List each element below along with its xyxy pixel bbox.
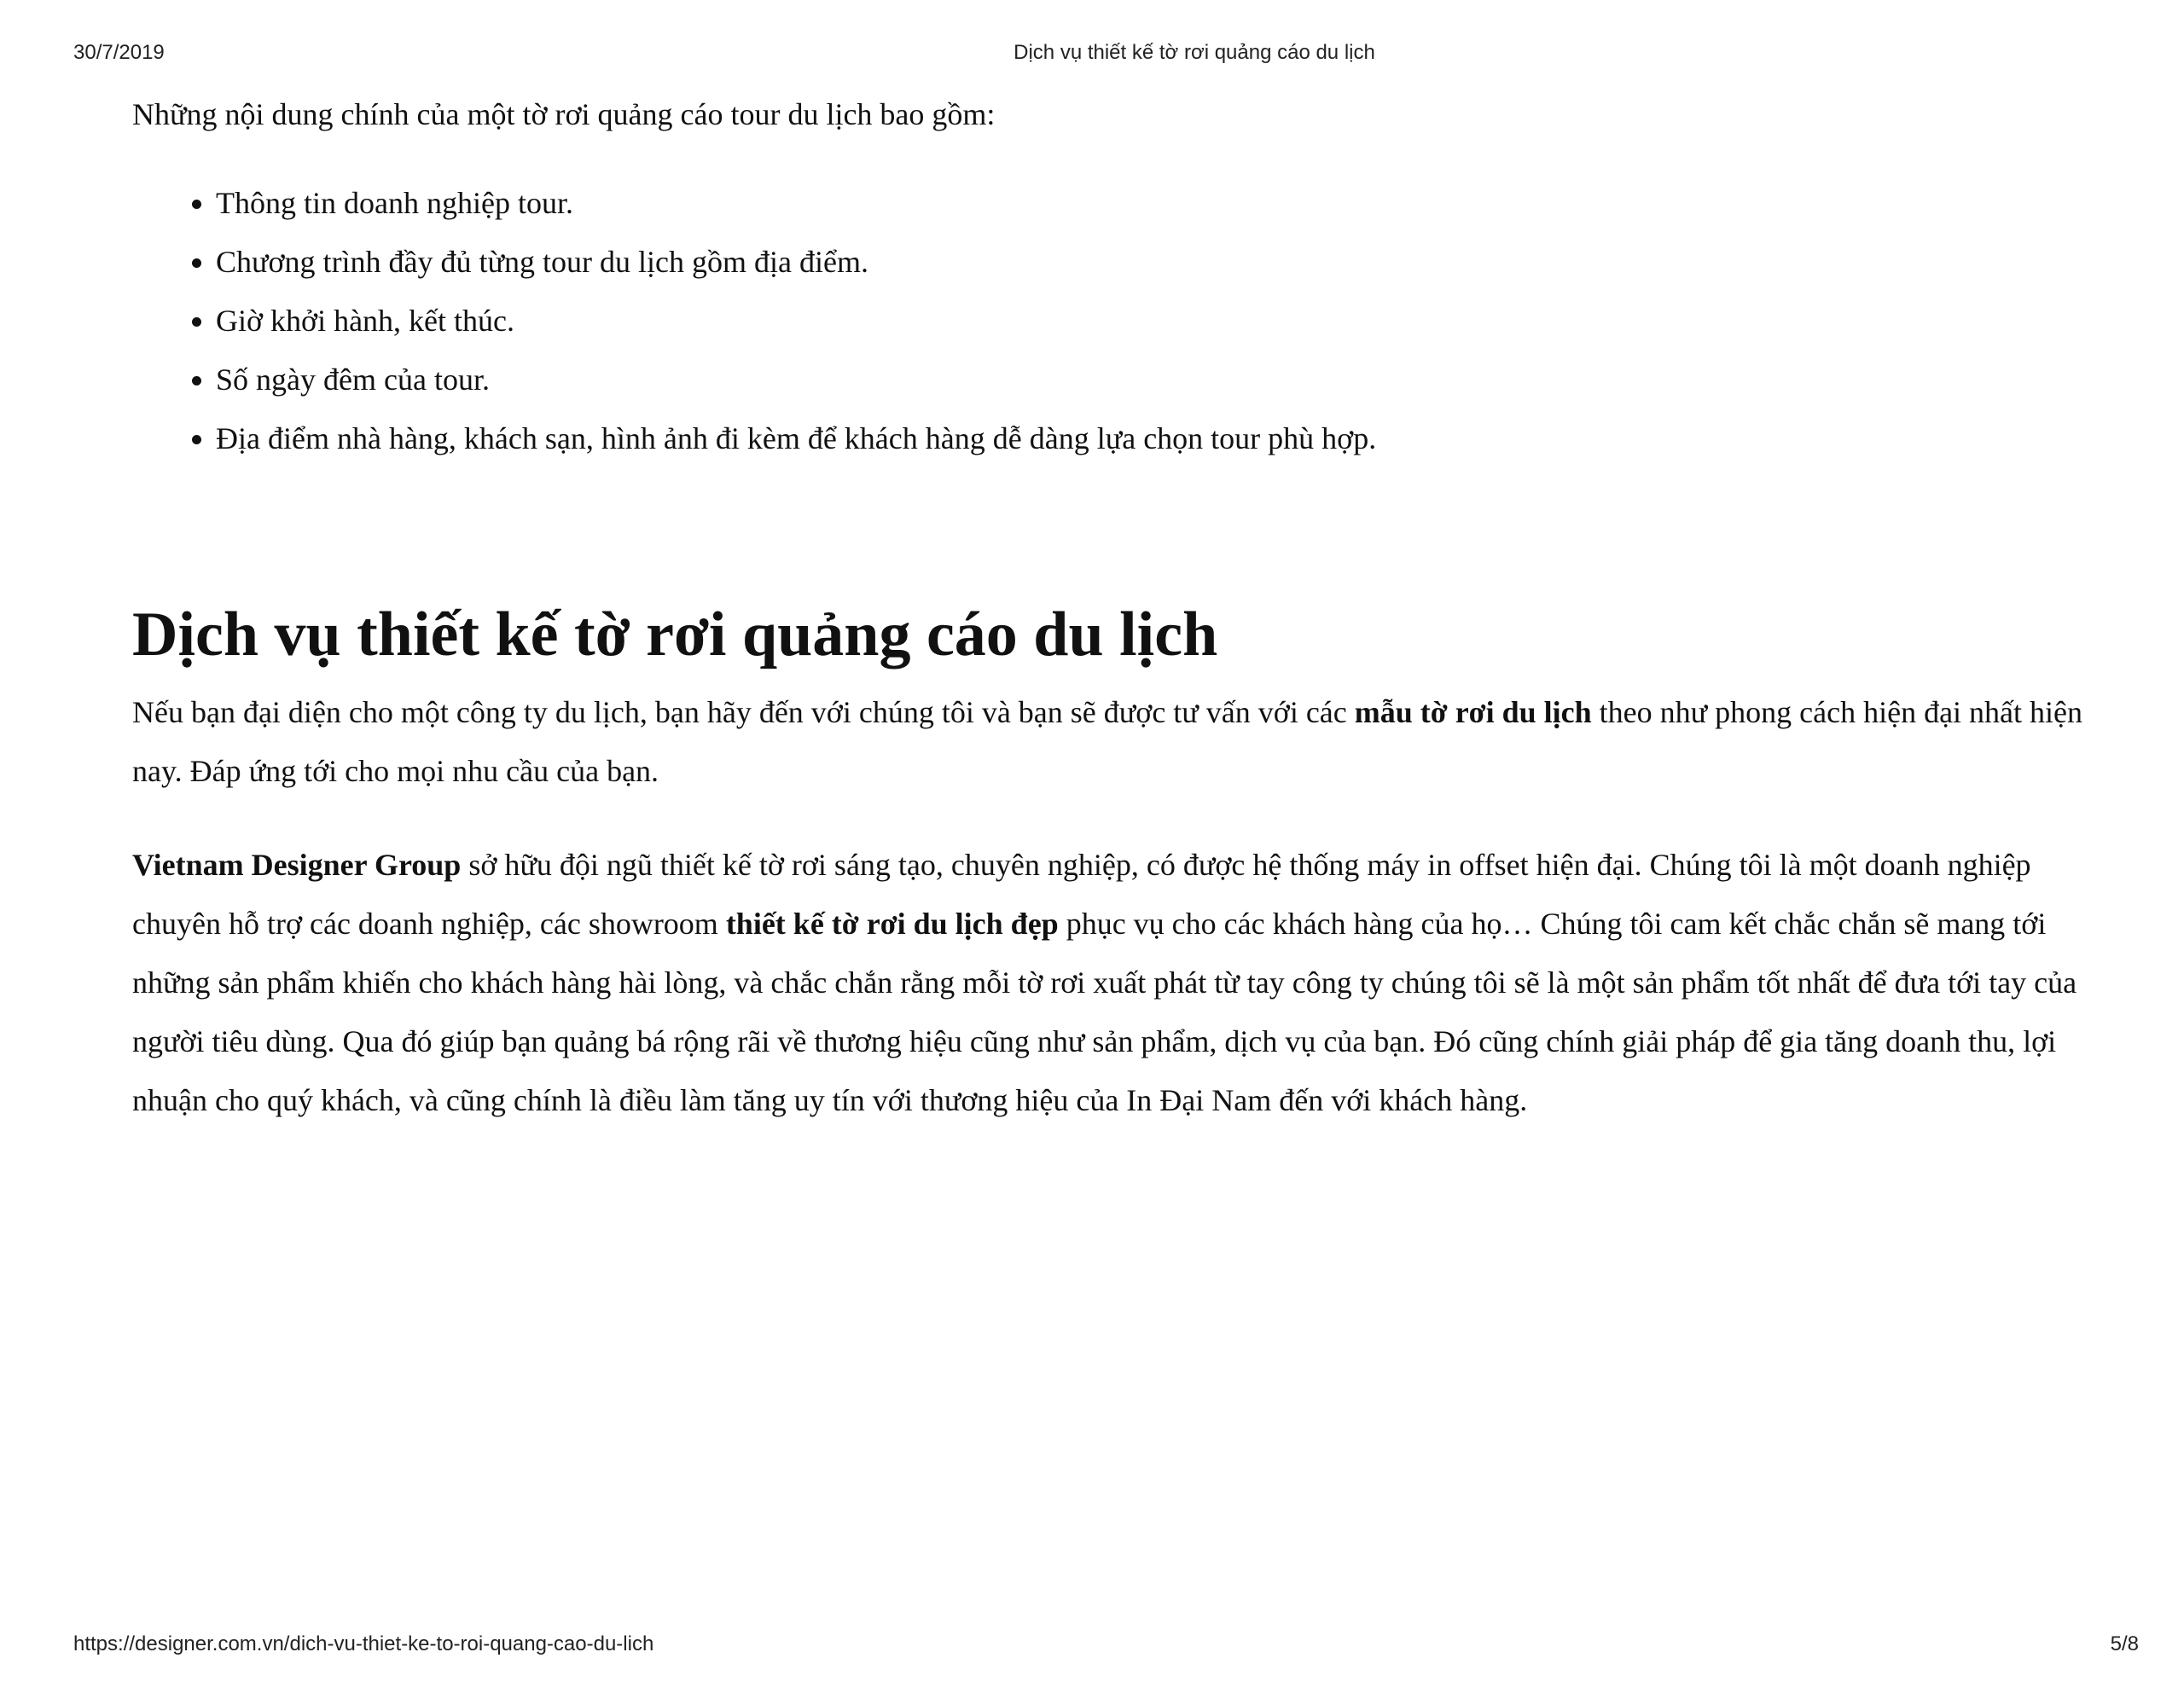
paragraph-company xyxy=(132,836,2094,1130)
list-item: • Địa điểm nhà hàng, khách sạn, hình ảnh đi kèm để khách hàng dễ dàng lựa chọn tour phù hợp. xyxy=(216,409,2094,468)
section-title: Dịch vụ thiết kế tờ rơi quảng cáo du lịch xyxy=(132,600,1218,670)
paragraph-text: sở hữu đội ngũ thiết kế tờ rơi sáng tạo, chuyên nghiệp, có được hệ thống máy in offset hiện đại. Chúng tôi là một doanh nghiệp chuyên hỗ trợ các doanh nghiệp, các showroom xyxy=(132,848,2031,941)
paragraph-text: phục vụ cho các khách hàng của họ… Chúng tôi cam kết chắc chắn sẽ mang tới những sản phẩm khiến cho khách hàng hài lòng, và chắc chắn rằng mỗi tờ rơi xuất phát từ tay công ty chúng tôi sẽ là một sản phẩm tốt nhất để đưa tới tay của người tiêu dùng. Qua đó giúp bạn quảng bá rộng rãi về thương hiệu cũng như sản phẩm, dịch vụ của bạn. Đó cũng chính giải pháp để gia tăng doanh thu, lợi nhuận cho quý khách, và cũng chính là điều làm tăng uy tín với thương hiệu của In Đại Nam đến với khách hàng. xyxy=(132,907,2077,1117)
print-header-date: 30/7/2019 xyxy=(73,41,165,64)
paragraph-text: theo như phong cách hiện đại nhất hiện nay. Đáp ứng tới cho mọi nhu cầu của bạn. xyxy=(132,695,2083,788)
tour-content-list xyxy=(132,174,2094,468)
list-item: • Thông tin doanh nghiệp tour. xyxy=(216,174,2094,233)
intro-paragraph: Những nội dung chính của một tờ rơi quảng cáo tour du lịch bao gồm: xyxy=(132,97,996,131)
company-name: Vietnam Designer Group xyxy=(132,848,462,882)
bold-keyword: mẫu tờ rơi du lịch xyxy=(1354,695,1592,729)
page-number: 5/8 xyxy=(2110,1632,2139,1655)
paragraph-service-intro xyxy=(132,683,2094,801)
print-header-title: Dịch vụ thiết kế tờ rơi quảng cáo du lịch xyxy=(1014,41,1375,64)
list-item: • Số ngày đêm của tour. xyxy=(216,351,2094,409)
list-item: • Giờ khởi hành, kết thúc. xyxy=(216,292,2094,351)
bold-keyword: thiết kế tờ rơi du lịch đẹp xyxy=(725,907,1059,941)
print-footer-url: https://designer.com.vn/dich-vu-thiet-ke-to-roi-quang-cao-du-lich xyxy=(73,1632,654,1655)
article-content xyxy=(132,85,2094,1165)
paragraph-text: Nếu bạn đại diện cho một công ty du lịch, bạn hãy đến với chúng tôi và bạn sẽ được tư vấn với các xyxy=(132,695,1355,729)
list-item: • Chương trình đầy đủ từng tour du lịch gồm địa điểm. xyxy=(216,233,2094,292)
